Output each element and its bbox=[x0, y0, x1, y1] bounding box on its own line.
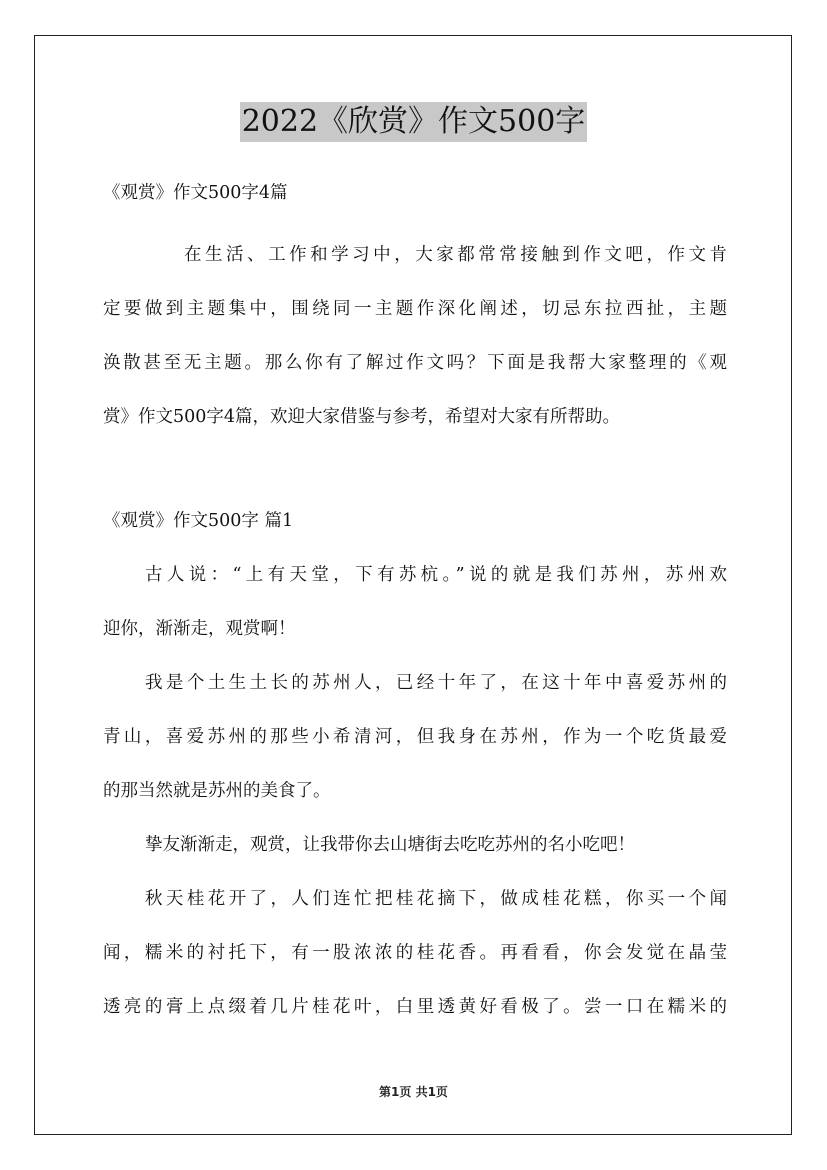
paragraph-line: 迎你，渐渐走，观赏啊！ bbox=[103, 619, 296, 639]
document-title: 2022《欣赏》作文500字 bbox=[240, 102, 588, 142]
paragraph-line: 挚友渐渐走，观赏，让我带你去山塘街去吃吃苏州的名小吃吧！ bbox=[145, 835, 635, 855]
paragraph-line: 透亮的膏上点缀着几片桂花叶，白里透黄好看极了。尝一口在糯米的 bbox=[103, 997, 727, 1017]
paragraph-line: 秋天桂花开了，人们连忙把桂花摘下，做成桂花糕，你买一个闻 bbox=[145, 889, 727, 909]
paragraph-3 bbox=[103, 827, 727, 863]
paragraph-4 bbox=[103, 881, 727, 1025]
spacer bbox=[103, 809, 727, 827]
paragraph-line: 青山，喜爱苏州的那些小希清河，但我身在苏州，作为一个吃货最爱 bbox=[103, 727, 727, 747]
spacer bbox=[103, 435, 727, 503]
spacer bbox=[103, 211, 727, 237]
paragraph-1 bbox=[103, 557, 727, 647]
title-wrap bbox=[0, 102, 827, 142]
spacer bbox=[103, 539, 727, 557]
document-body bbox=[103, 175, 727, 1025]
paragraph-2 bbox=[103, 665, 727, 809]
intro-line: 定要做到主题集中，围绕同一主题作深化阐述，切忌东拉西扯，主题 bbox=[103, 299, 727, 319]
spacer bbox=[103, 863, 727, 881]
section-heading: 《观赏》作文500字 篇1 bbox=[103, 511, 294, 531]
intro-line: 在生活、工作和学习中，大家都常常接触到作文吧，作文肯 bbox=[184, 245, 727, 265]
paragraph-line: 闻，糯米的衬托下，有一股浓浓的桂花香。再看看，你会发觉在晶莹 bbox=[103, 943, 727, 963]
document-subtitle: 《观赏》作文500字4篇 bbox=[103, 183, 288, 203]
intro-line: 赏》作文500字4篇，欢迎大家借鉴与参考，希望对大家有所帮助。 bbox=[103, 407, 621, 427]
paragraph-line: 古人说：“上有天堂，下有苏杭。”说的就是我们苏州，苏州欢 bbox=[145, 565, 727, 585]
page-footer: 第1页 共1页 bbox=[379, 1085, 448, 1099]
spacer bbox=[103, 647, 727, 665]
paragraph-line: 的那当然就是苏州的美食了。 bbox=[103, 781, 331, 801]
intro-paragraph bbox=[103, 237, 727, 435]
intro-line: 涣散甚至无主题。那么你有了解过作文吗？下面是我帮大家整理的《观 bbox=[103, 353, 727, 373]
paragraph-line: 我是个土生土长的苏州人，已经十年了，在这十年中喜爱苏州的 bbox=[145, 673, 727, 693]
